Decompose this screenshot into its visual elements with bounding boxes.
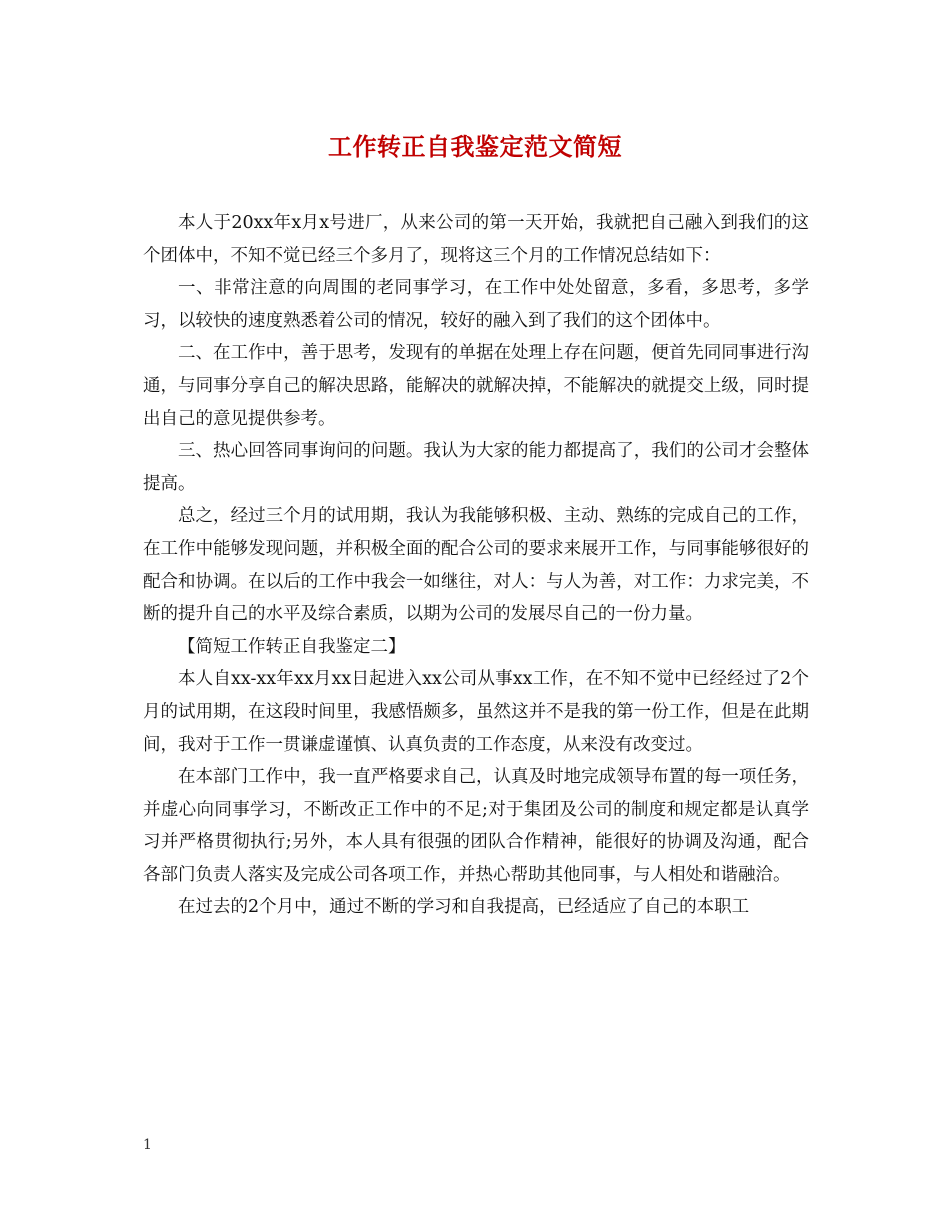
page-number: 1 (143, 1137, 152, 1153)
section-heading-two: 【简短工作转正自我鉴定二】 (178, 636, 406, 657)
document-body (143, 207, 809, 924)
paragraph-section-two-intro: 本人自xx-xx年xx月xx日起进入xx公司从事xx工作，在不知不觉中已经经过了2个月的试用期，在这段时间里，我感悟颇多，虽然这并不是我的第一份工作，但是在此期间，我对于工作一贯谦虚谨慎、认真负责的工作态度，从来没有改变过。 (143, 669, 809, 755)
paragraph-point-one: 一、非常注意的向周围的老同事学习，在工作中处处留意，多看，多思考，多学习，以较快的速度熟悉着公司的情况，较好的融入到了我们的这个团体中。 (143, 278, 809, 331)
paragraph-point-three: 三、热心回答同事询问的问题。我认为大家的能力都提高了，我们的公司才会整体提高。 (143, 441, 809, 494)
paragraph-summary: 总之，经过三个月的试用期，我认为我能够积极、主动、熟练的完成自己的工作，在工作中能够发现问题，并积极全面的配合公司的要求来展开工作，与同事能够很好的配合和协调。在以后的工作中我会一如继往，对人：与人为善，对工作：力求完美，不断的提升自己的水平及综合素质，以期为公司的发展尽自己的一份力量。 (143, 506, 809, 625)
paragraph-past-two-months: 在过去的2个月中，通过不断的学习和自我提高，已经适应了自己的本职工 (178, 897, 750, 918)
document-title: 工作转正自我鉴定范文简短 (328, 132, 622, 161)
paragraph-point-two: 二、在工作中，善于思考，发现有的单据在处理上存在问题，便首先同同事进行沟通，与同事分享自己的解决思路，能解决的就解决掉，不能解决的就提交上级，同时提出自己的意见提供参考。 (143, 343, 809, 429)
paragraph-department-work: 在本部门工作中，我一直严格要求自己，认真及时地完成领导布置的每一项任务，并虚心向同事学习，不断改正工作中的不足;对于集团及公司的制度和规定都是认真学习并严格贯彻执行;另外，本人具有很强的团队合作精神，能很好的协调及沟通，配合各部门负责人落实及完成公司各项工作，并热心帮助其他同事，与人相处和谐融洽。 (143, 767, 809, 885)
paragraph-intro: 本人于20xx年x月x号进厂，从来公司的第一天开始，我就把自己融入到我们的这个团体中，不知不觉已经三个多月了，现将这三个月的工作情况总结如下： (143, 213, 809, 266)
